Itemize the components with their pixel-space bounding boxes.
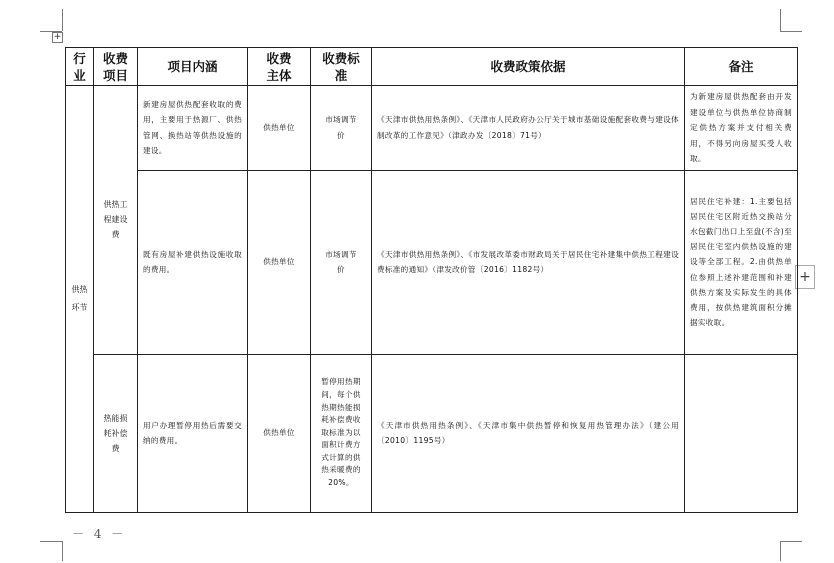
standard-cell: 暂停用热期间，每个供热期热能损耗补偿费收取标准为以面积计费方式计算的供热采暖费的20%。	[311, 354, 372, 512]
add-column-plus-icon[interactable]: +	[795, 265, 815, 289]
crop-mark-top-left-v	[62, 9, 63, 31]
crop-mark-bottom-right-v	[780, 541, 781, 561]
fee-item-cell: 热能损耗补偿费	[94, 354, 138, 512]
fee-table	[65, 47, 798, 513]
standard-cell: 市场调节价	[311, 170, 372, 354]
policy-cell: 《天津市供热用热条例》、《天津市集中供热暂停和恢复用热管理办法》（建公用〔2010〕1195号）	[372, 354, 685, 512]
policy-cell: 《天津市供热用热条例》、《天津市人民政府办公厅关于城市基础设施配套收费与建设体制改革的工作意见》（津政办发〔2018〕71号）	[372, 86, 685, 171]
policy-cell: 《天津市供热用热条例》、《市发展改革委市财政局关于居民住宅补建集中供热工程建设费标准的通知》（津发改价管〔2016〕1182号）	[372, 170, 685, 354]
header-policy: 收费政策依据	[372, 48, 685, 86]
header-content: 项目内涵	[138, 48, 248, 86]
header-row	[66, 48, 798, 86]
subject-cell: 供热单位	[248, 86, 311, 171]
crop-mark-bottom-left-v	[62, 541, 63, 561]
standard-cell: 市场调节价	[311, 86, 372, 171]
crop-mark-top-right-h	[780, 31, 802, 32]
content-cell: 用户办理暂停用热后需要交纳的费用。	[138, 354, 248, 512]
content-cell: 既有房屋补建供热设施收取的费用。	[138, 170, 248, 354]
remarks-cell: 居民住宅补建：1.主要包括居民住宅区附近热交换站分水包截门出口上至盘(不含)至居民住宅室内供热设施的建设等全部工程。2.由供热单位参照上述补建范围和补建供热方案及实际发生的具体费用，按供热建筑面积分摊据实收取。	[685, 170, 798, 354]
subject-cell: 供热单位	[248, 170, 311, 354]
fee-item-cell: 供热工程建设费	[94, 86, 138, 355]
table-row	[66, 354, 798, 512]
page-number: － 4 －	[72, 527, 127, 541]
header-fee-item: 收费项目	[94, 48, 138, 86]
table-row	[66, 170, 798, 354]
crop-mark-bottom-left-h	[40, 541, 62, 542]
crop-mark-bottom-right-h	[780, 541, 802, 542]
crop-mark-top-right-v	[780, 9, 781, 31]
industry-cell: 供热环节	[66, 86, 94, 513]
remarks-cell: 为新建房屋供热配套由开发建设单位与供热单位协商制定供热方案并支付相关费用，不得另向房屋买受人收取。	[685, 86, 798, 171]
table-move-handle-icon[interactable]: +	[53, 32, 62, 42]
subject-cell: 供热单位	[248, 354, 311, 512]
remarks-cell	[685, 354, 798, 512]
table-row	[66, 86, 798, 171]
header-subject: 收费主体	[248, 48, 311, 86]
header-industry: 行业	[66, 48, 94, 86]
header-remarks: 备注	[685, 48, 798, 86]
content-cell: 新建房屋供热配套收取的费用，主要用于热源厂、供热管网、换热站等供热设施的建设。	[138, 86, 248, 171]
header-standard: 收费标准	[311, 48, 372, 86]
